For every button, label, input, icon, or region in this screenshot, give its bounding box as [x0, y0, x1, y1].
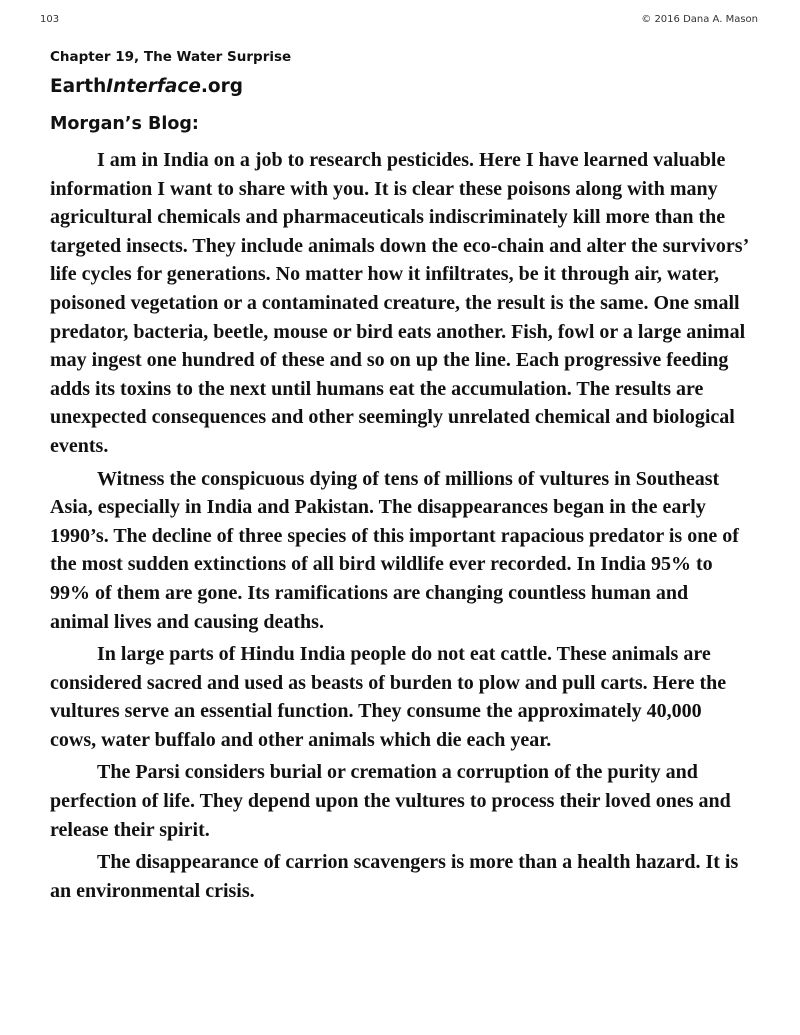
- chapter-title: Chapter 19, The Water Surprise: [50, 49, 292, 65]
- paragraph: I am in India on a job to research pesticides. Here I have learned valuable information I want to share with you. It is clear these poisons along with many agricultural chemicals and pharmaceuticals indiscriminately kill more than the targeted insects. They include animals down the eco-chain and alter the survivors’ life cycles for generations. No matter how it infiltrates, be it through air, water, poisoned vegetation or a contaminated creature, the result is the same. One small predator, bacteria, beetle, mouse or bird eats another. Fish, fowl or a large animal may ingest one hundred of these and so on up the line. Each progressive feeding adds its toxins to the next until humans eat the accumulation. The results are unexpected consequences and other seemingly unrelated chemical and biological events.: [50, 149, 748, 457]
- site-title: [50, 76, 243, 97]
- site-title-italic: Interface: [106, 76, 201, 97]
- site-title-suffix: .org: [200, 76, 243, 97]
- paragraph: Witness the conspicuous dying of tens of millions of vultures in Southeast Asia, especially in India and Pakistan. The disappearances began in the early 1990’s. The decline of three species of this important rapacious predator is one of the most sudden extinctions of all bird wildlife ever recorded. In India 95% to 99% of them are gone. Its ramifications are changing countless human and animal lives and causing deaths.: [50, 467, 739, 633]
- page-number: 103: [40, 14, 60, 25]
- site-title-prefix: Earth: [50, 76, 107, 97]
- copyright-notice: © 2016 Dana A. Mason: [641, 14, 758, 25]
- paragraph: The disappearance of carrion scavengers is more than a health hazard. It is an environmental crisis.: [50, 851, 739, 902]
- blog-body: [50, 146, 750, 909]
- blog-title: Morgan’s Blog:: [50, 114, 199, 134]
- paragraph: The Parsi considers burial or cremation a corruption of the purity and perfection of life. They depend upon the vultures to process their loved ones and release their spirit.: [50, 761, 731, 841]
- paragraph: In large parts of Hindu India people do not eat cattle. These animals are considered sacred and used as beasts of burden to plow and pull carts. Here the vultures serve an essential function. They consume the approximately 40,000 cows, water buffalo and other animals which die each year.: [50, 643, 727, 751]
- page-header: [40, 14, 758, 30]
